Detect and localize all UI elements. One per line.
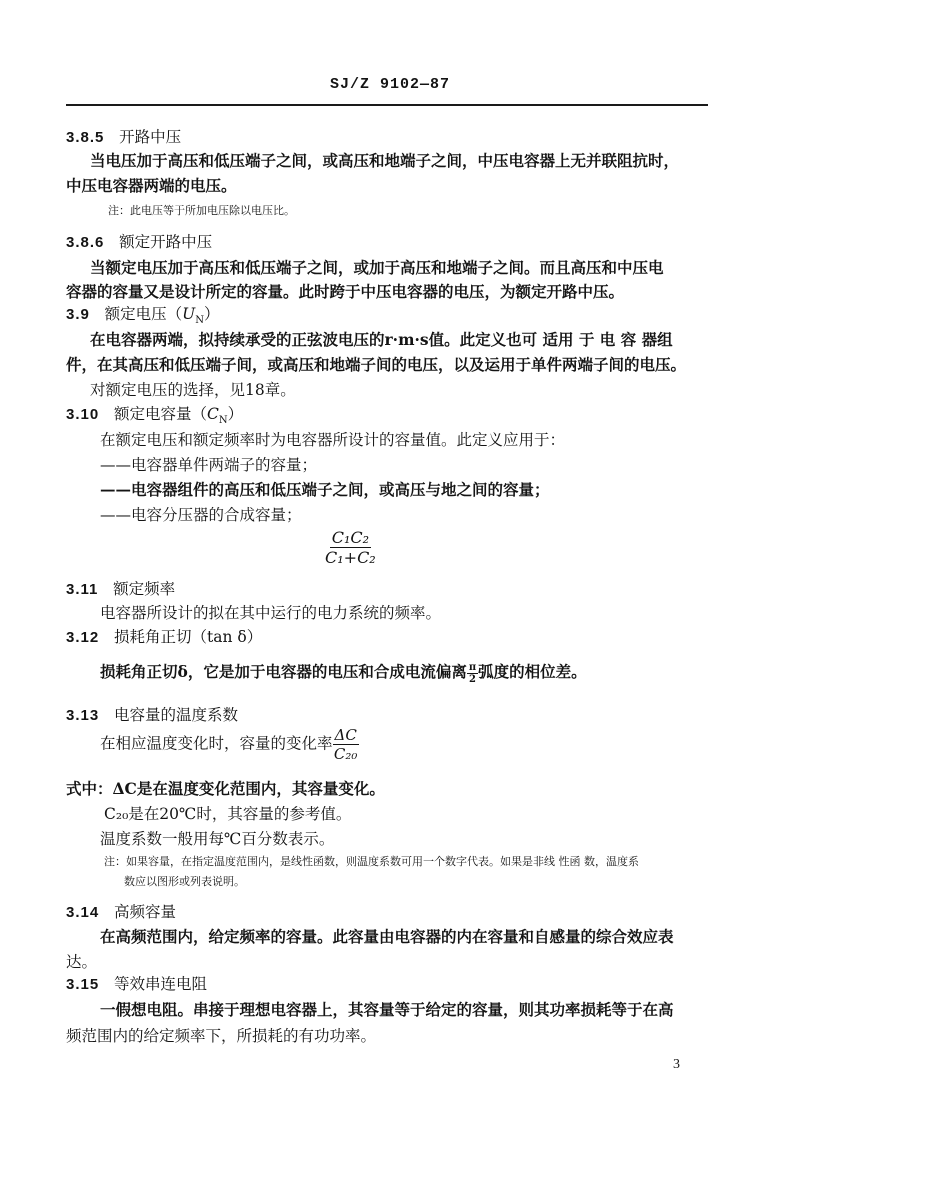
section-title: 高频容量	[113, 903, 176, 921]
where-label: 式中：	[66, 779, 113, 798]
section-3-15-heading	[66, 972, 207, 994]
formula-denominator: C₁+C₂	[325, 548, 376, 567]
section-number: 3.9	[66, 306, 90, 323]
paragraph-line: 温度系数一般用每℃百分数表示。	[100, 830, 335, 848]
paragraph-line: 对额定电压的选择，见18章。	[90, 381, 296, 399]
section-number: 3.8.6	[66, 234, 105, 251]
paragraph-line: 当电压加于高压和低压端子之间，或高压和地端子之间，中压电容器上无并联阻抗时，	[90, 151, 680, 170]
document-code: SJ/Z 9102—87	[330, 76, 451, 93]
symbol: U	[182, 305, 196, 323]
section-number: 3.13	[66, 707, 100, 724]
section-3-12-heading	[66, 625, 262, 647]
text-run: ΔC是在温度变化范围内，其容量变化。	[112, 779, 385, 798]
c20-denominator: C₂₀	[333, 745, 358, 763]
section-title: 等效串连电阻	[113, 975, 207, 993]
delta-c-numerator: ΔC	[334, 726, 357, 744]
section-title-end: ）	[227, 405, 244, 423]
note-text: 数应以图形或列表说明。	[124, 875, 245, 888]
subscript: N	[195, 315, 204, 327]
section-title-end: ）	[203, 305, 220, 323]
paragraph-line: 当额定电压加于高压和低压端子之间，或加于高压和地端子之间。而且高压和中压电	[90, 258, 664, 277]
section-number: 3.11	[66, 581, 99, 598]
section-number: 3.8.5	[66, 129, 105, 146]
paragraph-line: 在高频范围内，给定频率的容量。此容量由电容器的内在容量和自感量的综合效应表	[100, 927, 674, 946]
section-number: 3.12	[66, 629, 100, 646]
section-title: 电容量的温度系数	[113, 706, 238, 724]
section-title: 额定电容量（	[113, 405, 207, 423]
paragraph-line: 件，在其高压和低压端子间，或高压和地端子间的电压，以及运用于单件两端子间的电压。	[66, 355, 687, 374]
note-text: 注：此电压等于所加电压除以电压比。	[108, 204, 295, 217]
page-number: 3	[673, 1057, 680, 1072]
text-run: 弧度的相位差。	[478, 662, 587, 681]
symbol: C	[207, 405, 219, 423]
paragraph-line: 电容器所设计的拟在其中运行的电力系统的频率。	[100, 604, 442, 622]
paragraph-line: 容器的容量又是设计所定的容量。此时跨于中压电容器的电压，为额定开路中压。	[66, 282, 625, 301]
pi-numerator: π	[468, 661, 477, 673]
paragraph-line: C₂₀是在20℃时，其容量的参考值。	[104, 805, 352, 823]
section-title: 额定电压（	[104, 305, 183, 323]
paragraph-line	[100, 726, 359, 763]
two-denominator: 2	[469, 673, 476, 685]
section-number: 3.15	[66, 976, 100, 993]
subscript: N	[218, 415, 228, 427]
section-3-8-5-heading	[66, 125, 181, 147]
section-number: 3.10	[66, 406, 100, 423]
text-run: 损耗角正切δ，它是加于电容器的电压和合成电流偏离	[100, 662, 467, 681]
header-rule	[66, 104, 708, 106]
paragraph-line: 一假想电阻。串接于理想电容器上，其容量等于给定的容量，则其功率损耗等于在高	[100, 1000, 674, 1019]
section-title: 额定频率	[113, 580, 176, 598]
section-title: 损耗角正切（tan δ）	[113, 628, 263, 646]
list-item: ——电容器单件两端子的容量；	[100, 456, 318, 474]
where-line	[66, 777, 385, 799]
paragraph-line: 中压电容器两端的电压。	[66, 176, 237, 195]
section-3-13-heading	[66, 703, 238, 725]
text-run: 在相应温度变化时，容量的变化率	[100, 734, 333, 753]
paragraph-line: 在额定电压和额定频率时为电容器所设计的容量值。此定义应用于：	[100, 431, 566, 449]
section-number: 3.14	[66, 904, 100, 921]
section-3-11-heading	[66, 577, 175, 599]
section-3-9-heading	[66, 302, 220, 326]
list-item: ——电容器组件的高压和低压端子之间，或高压与地之间的容量；	[100, 480, 550, 499]
section-3-10-heading	[66, 402, 243, 426]
paragraph-line: 达。	[66, 953, 98, 971]
section-3-8-6-heading	[66, 230, 212, 252]
formula-series-capacitance	[325, 528, 376, 567]
paragraph-line: 在电容器两端，拟持续承受的正弦波电压的r·m·s值。此定义也可 适用 于 电 容 器组	[90, 330, 673, 349]
list-item: ——电容分压器的合成容量；	[100, 506, 302, 524]
section-3-14-heading	[66, 900, 176, 922]
paragraph-line	[100, 660, 587, 685]
formula-numerator: C₁C₂	[331, 528, 370, 547]
section-title: 开路中压	[119, 128, 182, 146]
paragraph-line: 频范围内的给定频率下，所损耗的有功功率。	[66, 1027, 377, 1045]
note-text: 注：如果容量，在指定温度范围内，是线性函数，则温度系数可用一个数字代表。如果是非线 性函 数，温度系	[104, 855, 639, 868]
section-title: 额定开路中压	[119, 233, 213, 251]
